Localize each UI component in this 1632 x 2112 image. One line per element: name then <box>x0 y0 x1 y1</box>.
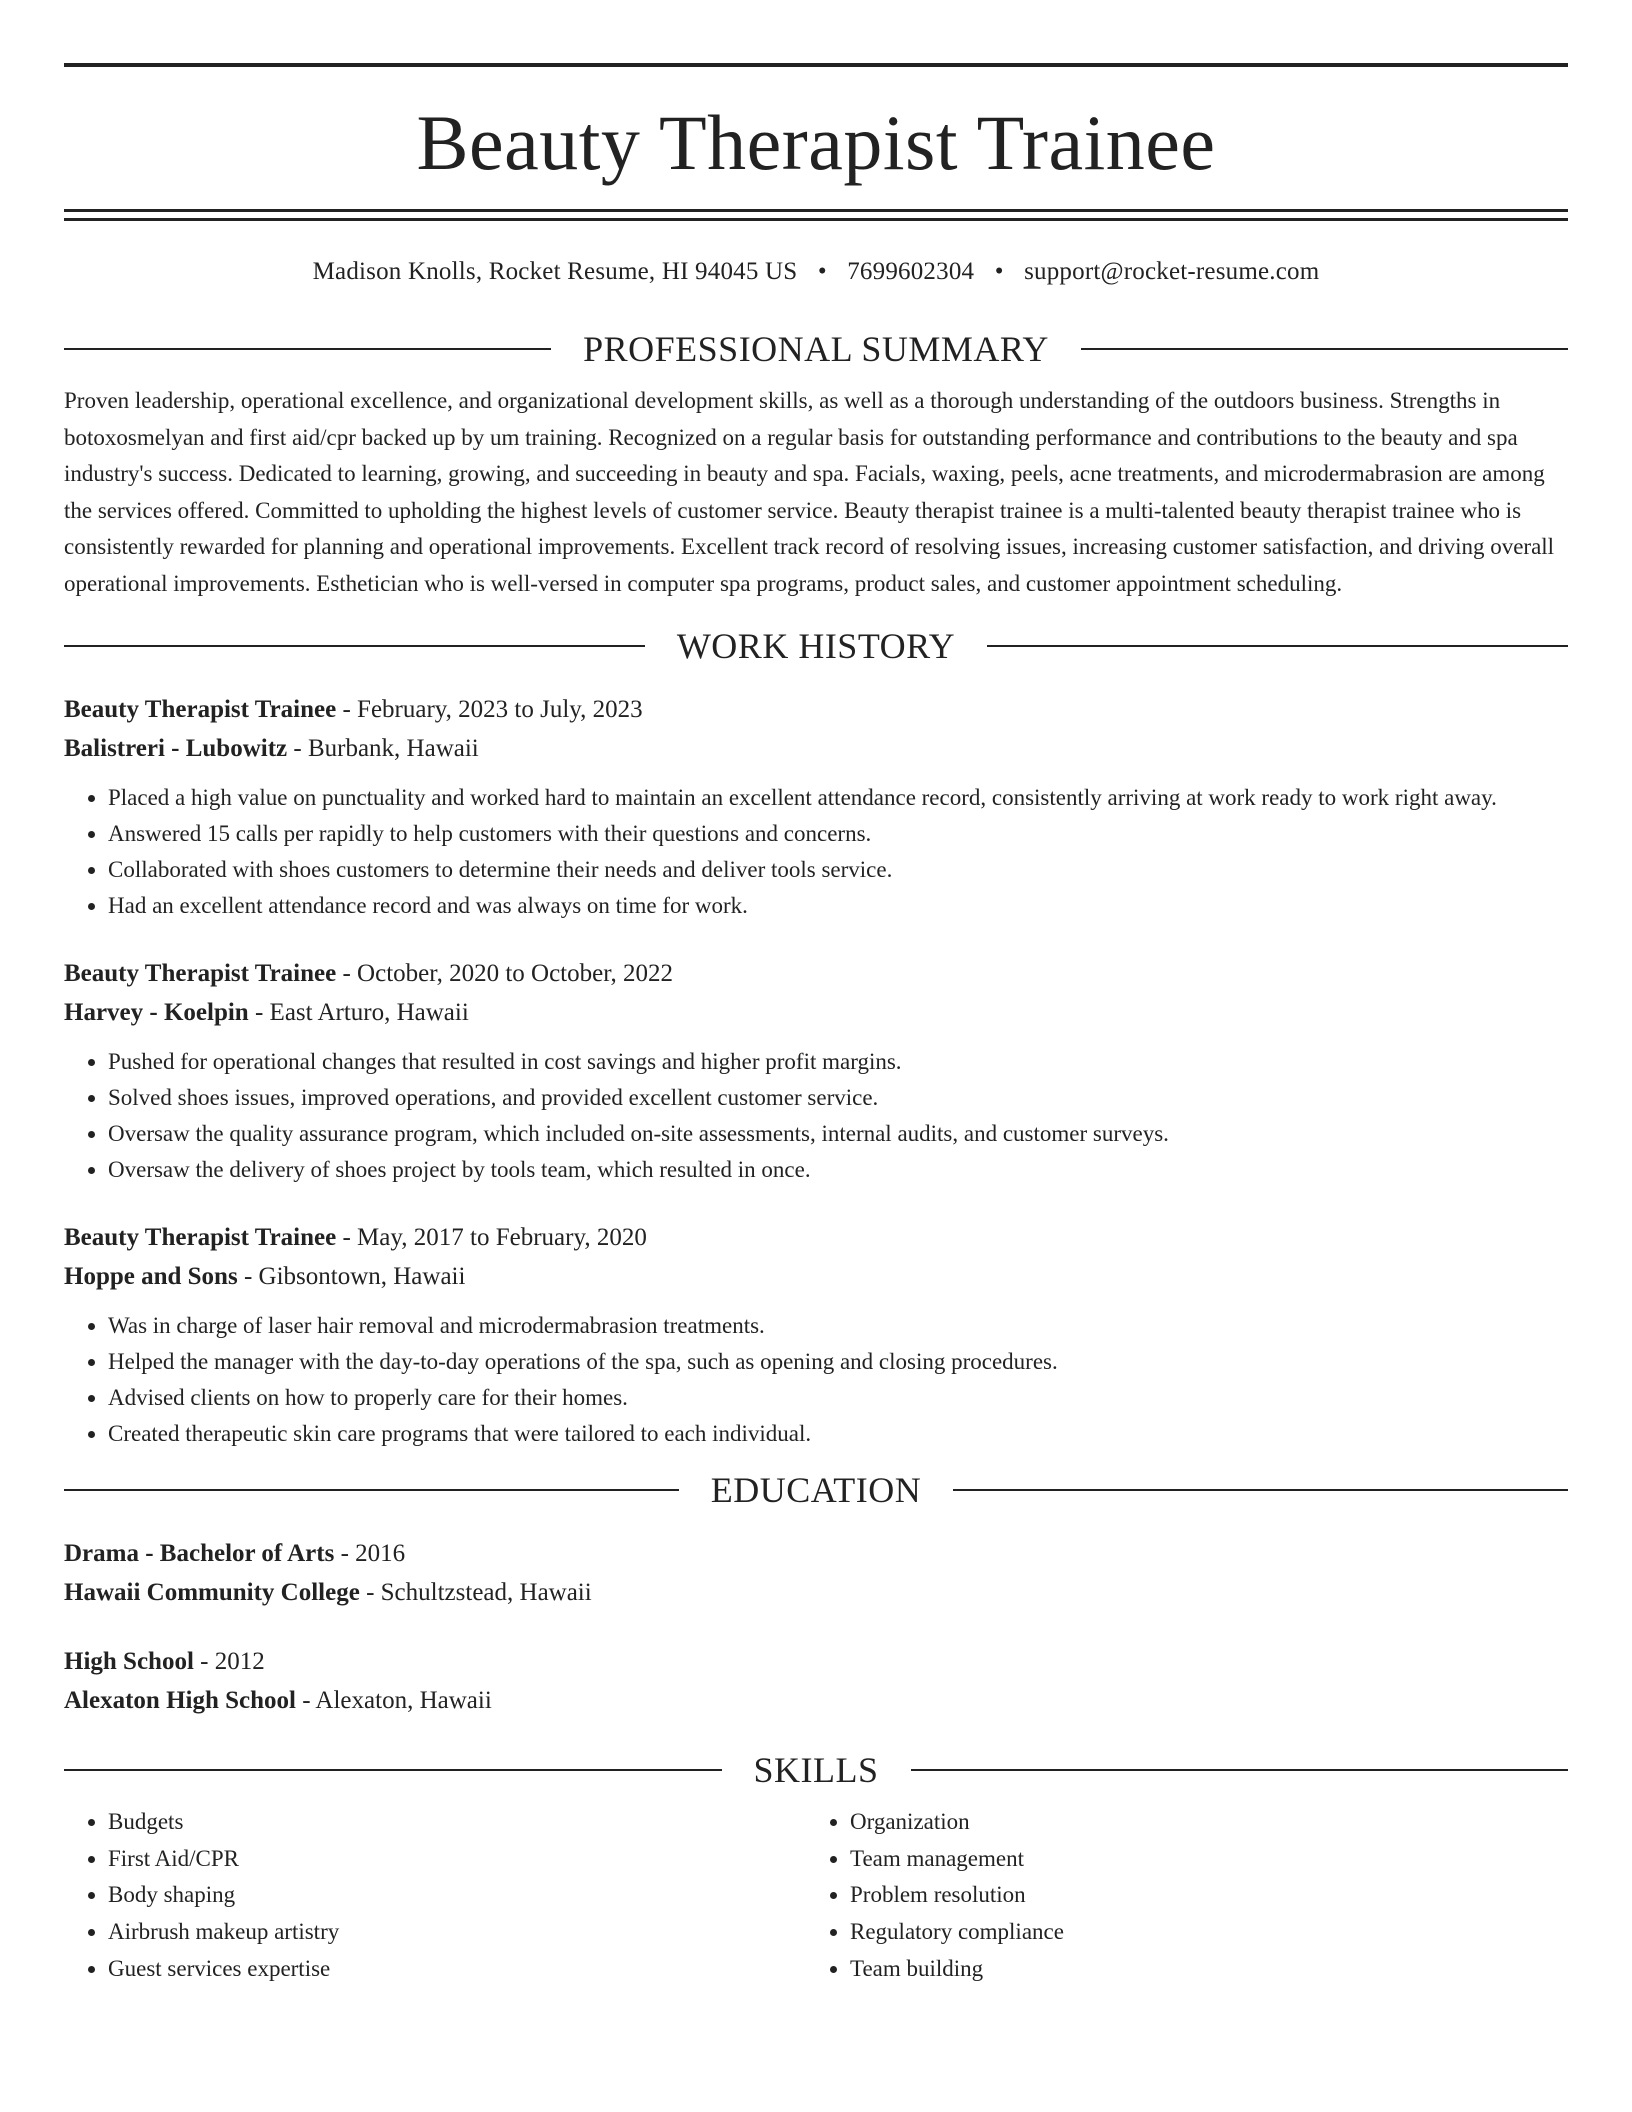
work-title: WORK HISTORY <box>676 626 956 666</box>
job-bullet: • Oversaw the delivery of shoes project by tools team, which resulted in once. <box>108 1152 1568 1188</box>
education-school: Alexaton High School <box>64 1687 296 1714</box>
job-dates: - February, 2023 to July, 2023 <box>336 696 643 723</box>
skill-item: • Problem resolution <box>850 1877 1548 1914</box>
education-degree: Drama - Bachelor of Arts <box>64 1540 335 1567</box>
education-heading <box>64 1468 1568 1512</box>
education-degree-line <box>64 1642 1568 1681</box>
skill-item: • Team building <box>850 1951 1548 1988</box>
job-title-line <box>64 1218 1568 1257</box>
job-company: Harvey - Koelpin <box>64 999 249 1026</box>
job-bullet: • Pushed for operational changes that resulted in cost savings and higher profit margins. <box>108 1044 1568 1080</box>
job-entry <box>64 1218 1568 1452</box>
skills-columns <box>64 1804 1568 1988</box>
job-bullets <box>64 1308 1568 1452</box>
contact-address: Madison Knolls, Rocket Resume, HI 94045 US <box>312 258 798 285</box>
skill-item: • Airbrush makeup artistry <box>108 1914 806 1951</box>
skills-title: SKILLS <box>753 1750 879 1790</box>
summary-heading <box>64 327 1568 371</box>
job-bullet: • Advised clients on how to properly care for their homes. <box>108 1380 1568 1416</box>
candidate-name: Beauty Therapist Trainee <box>416 99 1216 186</box>
job-company: Hoppe and Sons <box>64 1263 238 1290</box>
job-bullet: • Answered 15 calls per rapidly to help customers with their questions and concerns. <box>108 816 1568 852</box>
contact-line <box>64 257 1568 287</box>
summary-title: PROFESSIONAL SUMMARY <box>583 329 1049 369</box>
contact-email: support@rocket-resume.com <box>1024 258 1320 285</box>
work-heading <box>64 624 1568 668</box>
header-double-rule <box>64 209 1568 221</box>
skill-item: • Guest services expertise <box>108 1951 806 1988</box>
job-role: Beauty Therapist Trainee <box>64 960 337 987</box>
skill-item: • Team management <box>850 1841 1548 1878</box>
education-entry <box>64 1534 1568 1612</box>
skill-item: • Body shaping <box>108 1877 806 1914</box>
job-location: - Gibsontown, Hawaii <box>237 1263 466 1290</box>
skill-item: • Organization <box>850 1804 1548 1841</box>
education-degree-line <box>64 1534 1568 1573</box>
job-bullet: • Created therapeutic skin care programs that were tailored to each individual. <box>108 1416 1568 1452</box>
skill-item: • First Aid/CPR <box>108 1841 806 1878</box>
education-location: - Alexaton, Hawaii <box>295 1687 492 1714</box>
job-bullets <box>64 1044 1568 1188</box>
job-bullet: • Collaborated with shoes customers to determine their needs and deliver tools service. <box>108 852 1568 888</box>
resume-page <box>64 0 1568 1988</box>
education-year: - 2016 <box>334 1540 406 1567</box>
job-location: - Burbank, Hawaii <box>287 735 479 762</box>
top-rule <box>64 63 1568 67</box>
job-bullets <box>64 780 1568 924</box>
job-entry <box>64 954 1568 1188</box>
education-school-line <box>64 1573 1568 1612</box>
job-role: Beauty Therapist Trainee <box>64 696 337 723</box>
job-location: - East Arturo, Hawaii <box>248 999 469 1026</box>
job-title-line <box>64 690 1568 729</box>
education-degree: High School <box>64 1648 194 1675</box>
education-entry <box>64 1642 1568 1720</box>
skill-item: • Regulatory compliance <box>850 1914 1548 1951</box>
contact-phone: 7699602304 <box>847 258 975 285</box>
job-bullet: • Solved shoes issues, improved operations, and provided excellent customer service. <box>108 1080 1568 1116</box>
job-dates: - October, 2020 to October, 2022 <box>336 960 674 987</box>
job-bullet: • Helped the manager with the day-to-day operations of the spa, such as opening and closing procedures. <box>108 1344 1568 1380</box>
job-company-line <box>64 993 1568 1032</box>
job-entry <box>64 690 1568 924</box>
job-company-line <box>64 1257 1568 1296</box>
education-location: - Schultzstead, Hawaii <box>359 1579 592 1606</box>
job-company: Balistreri - Lubowitz <box>64 735 288 762</box>
skills-heading <box>64 1748 1568 1792</box>
skills-list-left <box>64 1804 806 1988</box>
job-bullet: • Had an excellent attendance record and was always on time for work. <box>108 888 1568 924</box>
job-role: Beauty Therapist Trainee <box>64 1224 337 1251</box>
contact-separator: • <box>994 258 1004 285</box>
education-year: - 2012 <box>193 1648 265 1675</box>
job-bullet: • Was in charge of laser hair removal and microdermabrasion treatments. <box>108 1308 1568 1344</box>
job-bullet: • Oversaw the quality assurance program, which included on-site assessments, internal audits, and customer surveys. <box>108 1116 1568 1152</box>
job-dates: - May, 2017 to February, 2020 <box>336 1224 647 1251</box>
education-title: EDUCATION <box>710 1470 922 1510</box>
job-bullet: • Placed a high value on punctuality and worked hard to maintain an excellent attendance record, consistently arriving at work ready to work right away. <box>108 780 1568 816</box>
job-title-line <box>64 954 1568 993</box>
summary-text: Proven leadership, operational excellence, and organizational development skills, as well as a thorough understanding of the outdoors business. Strengths in botoxosmelyan and first aid/cpr backed up by um training. Recognized on a regular basis for outstanding performance and contributions to the beauty and spa industry's success. Dedicated to learning, growing, and succeeding in beauty and spa. Facials, waxing, peels, acne treatments, and microdermabrasion are among the services offered. Committed to upholding the highest levels of customer service. Beauty therapist trainee is a multi-talented beauty therapist trainee who is consistently rewarded for planning and operational improvements. Excellent track record of resolving issues, increasing customer satisfaction, and driving overall operational improvements. Esthetician who is well-versed in computer spa programs, product sales, and customer appointment scheduling. <box>64 388 1555 596</box>
skills-list-right <box>806 1804 1548 1988</box>
education-school: Hawaii Community College <box>64 1579 360 1606</box>
contact-separator: • <box>817 258 827 285</box>
education-school-line <box>64 1681 1568 1720</box>
skill-item: • Budgets <box>108 1804 806 1841</box>
job-company-line <box>64 729 1568 768</box>
